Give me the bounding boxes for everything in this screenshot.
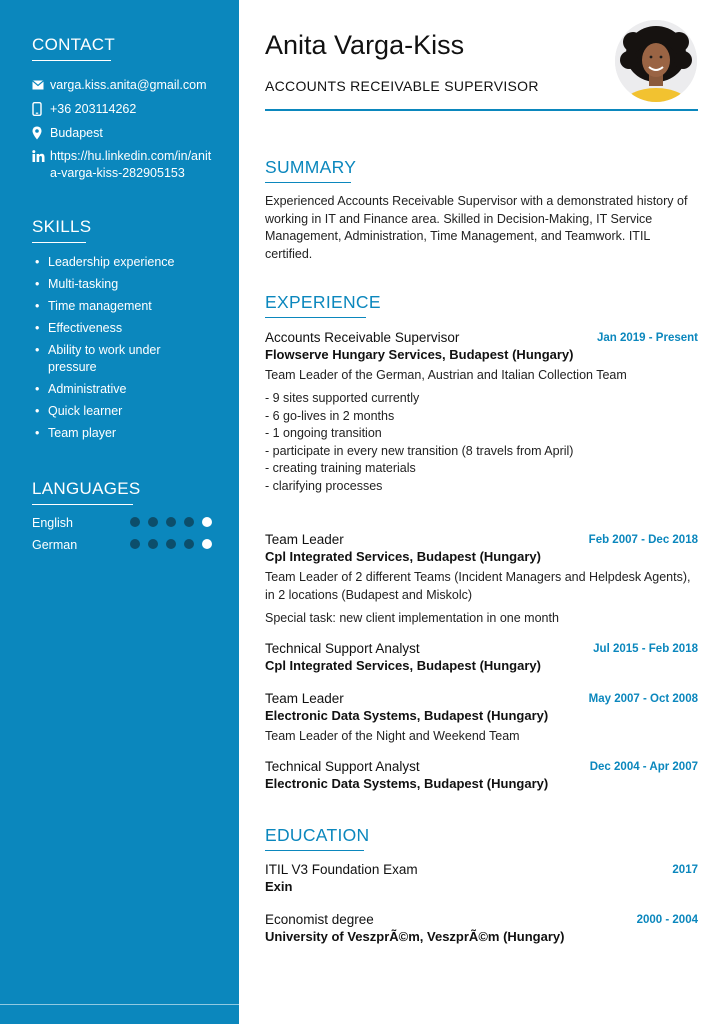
job-company: Cpl Integrated Services, Budapest (Hungary) (265, 658, 541, 673)
header-divider (265, 109, 698, 111)
candidate-title: ACCOUNTS RECEIVABLE SUPERVISOR (265, 78, 539, 94)
level-dot-filled (148, 517, 158, 527)
skills-heading: SKILLS (32, 217, 91, 243)
contact-email[interactable]: varga.kiss.anita@gmail.com (32, 77, 217, 95)
linkedin-icon (32, 148, 50, 182)
job-dates: Jul 2015 - Feb 2018 (593, 643, 698, 655)
job-role: Technical Support Analyst (265, 759, 420, 774)
job-bullet: - 9 sites supported currently (265, 391, 420, 405)
job-description: Team Leader of the German, Austrian and Italian Collection Team (265, 368, 627, 382)
job-bullet: - participate in every new transition (8 travels from April) (265, 444, 574, 458)
sidebar-divider (0, 1004, 239, 1005)
contact-linkedin[interactable]: https://hu.linkedin.com/in/anita-varga-kiss-282905153 (32, 148, 217, 182)
profile-photo (615, 20, 697, 102)
location-pin-icon (32, 125, 50, 145)
job-role: Team Leader (265, 532, 344, 547)
job-description-extra: Special task: new client implementation in one month (265, 611, 559, 625)
education-school: University of VeszprÃ©m, VeszprÃ©m (Hungary) (265, 929, 565, 944)
language-name: German (32, 538, 78, 552)
level-dot-filled (166, 517, 176, 527)
job-bullet: - clarifying processes (265, 479, 383, 493)
skill-item: • Administrative (35, 382, 127, 396)
language-level (130, 517, 220, 527)
job-bullet: - 1 ongoing transition (265, 426, 382, 440)
job-bullet: - 6 go-lives in 2 months (265, 409, 395, 423)
level-dot-empty (202, 517, 212, 527)
education-school: Exin (265, 879, 293, 894)
job-role: Team Leader (265, 691, 344, 706)
skill-item: • Time management (35, 299, 152, 313)
contact-phone[interactable]: +36 203114262 (32, 101, 217, 121)
level-dot-filled (184, 539, 194, 549)
candidate-name: Anita Varga-Kiss (265, 30, 465, 60)
contact-heading: CONTACT (32, 35, 115, 61)
level-dot-empty (202, 539, 212, 549)
level-dot-filled (130, 539, 140, 549)
education-degree: ITIL V3 Foundation Exam (265, 862, 418, 877)
job-dates: Dec 2004 - Apr 2007 (589, 761, 698, 773)
job-dates: Jan 2019 - Present (596, 332, 698, 344)
level-dot-filled (166, 539, 176, 549)
language-name: English (32, 516, 73, 530)
language-level (130, 539, 220, 549)
skill-item: • Multi-tasking (35, 277, 119, 291)
job-role: Technical Support Analyst (265, 641, 420, 656)
level-dot-filled (148, 539, 158, 549)
job-dates: May 2007 - Oct 2008 (588, 693, 698, 705)
skill-item: • Ability to work under pressure (35, 343, 161, 374)
contact-location: Budapest (32, 125, 217, 145)
experience-heading: EXPERIENCE (265, 292, 381, 318)
job-company: Electronic Data Systems, Budapest (Hungary) (265, 708, 549, 723)
job-company: Electronic Data Systems, Budapest (Hungary) (265, 776, 549, 791)
skill-item: • Team player (35, 426, 117, 440)
job-dates: Feb 2007 - Dec 2018 (588, 534, 698, 546)
summary-text: Experienced Accounts Receivable Supervisor with a demonstrated history of working in IT and Finance area. Skilled in Decision-Making, IT Service Management, Administration, Time Management, and Teamwork. ITIL certified. (265, 194, 688, 261)
envelope-icon (32, 77, 50, 95)
languages-heading: LANGUAGES (32, 479, 141, 505)
sidebar (0, 0, 239, 1024)
skill-item: • Leadership experience (35, 255, 175, 269)
level-dot-filled (184, 517, 194, 527)
education-dates: 2000 - 2004 (636, 914, 698, 926)
job-description: Team Leader of the Night and Weekend Team (265, 729, 520, 743)
job-company: Flowserve Hungary Services, Budapest (Hungary) (265, 347, 574, 362)
phone-icon (32, 101, 50, 121)
summary-heading: SUMMARY (265, 157, 356, 183)
job-bullet: - creating training materials (265, 461, 416, 475)
job-company: Cpl Integrated Services, Budapest (Hungary) (265, 549, 541, 564)
skill-item: • Effectiveness (35, 321, 123, 335)
education-dates: 2017 (672, 864, 698, 876)
job-role: Accounts Receivable Supervisor (265, 330, 460, 345)
education-degree: Economist degree (265, 912, 374, 927)
job-description: Team Leader of 2 different Teams (Incident Managers and Helpdesk Agents), in 2 locations (Budapest and Miskolc) (265, 570, 691, 602)
skill-item: • Quick learner (35, 404, 123, 418)
education-heading: EDUCATION (265, 825, 369, 851)
level-dot-filled (130, 517, 140, 527)
